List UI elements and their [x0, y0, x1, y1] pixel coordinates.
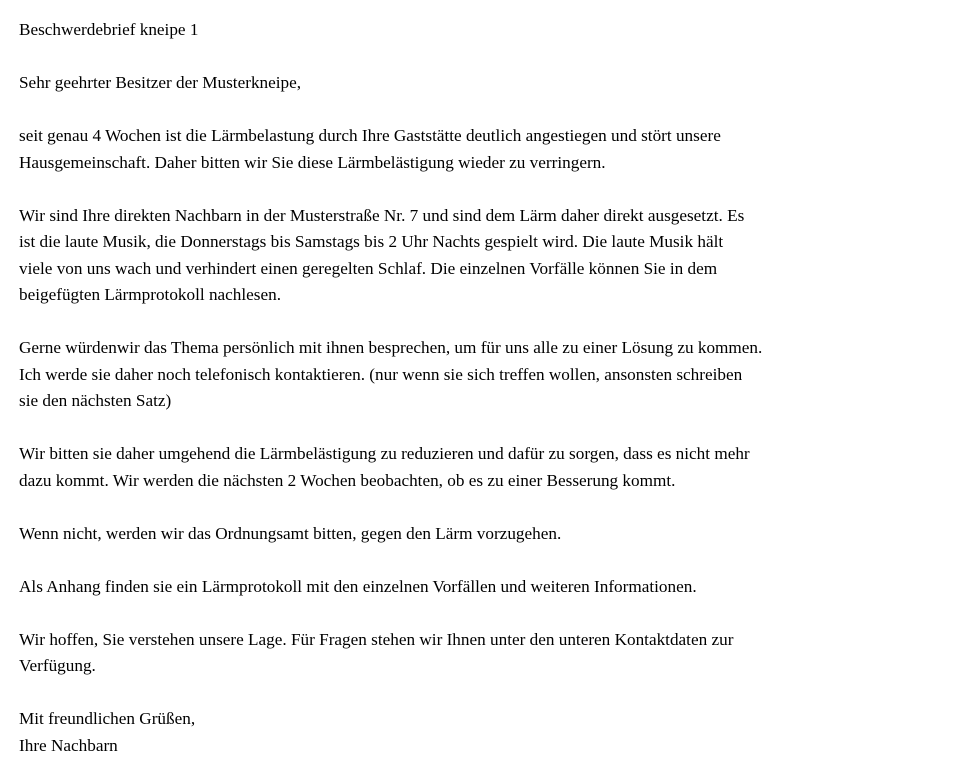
paragraph-ordnungsamt: Wenn nicht, werden wir das Ordnungsamt bitten, gegen den Lärm vorzugehen. [19, 523, 562, 543]
paragraph-attachment: Als Anhang finden sie ein Lärmprotokoll mit den einzelnen Vorfällen und weiteren Informationen. [19, 576, 697, 596]
letter-document [19, 17, 971, 759]
paragraph-noise-increase: seit genau 4 Wochen ist die Lärmbelastung durch Ihre Gaststätte deutlich angestiegen und stört unsere Hausgemeinschaft. Daher bitten wir Sie diese Lärmbelästigung wieder zu verringern. [19, 126, 721, 172]
paragraph-neighbors-music: Wir sind Ihre direkten Nachbarn in der Musterstraße Nr. 7 und sind dem Lärm daher direkt ausgesetzt. Es ist die laute Musik, die Donnerstags bis Samstags bis 2 Uhr Nachts gespielt wird. Die laute Musik hält viele von uns wach und verhindert einen geregelten Schlaf. Die einzelnen Vorfälle können Sie in dem beigefügten Lärmprotokoll nachlesen. [19, 205, 745, 304]
document-title: Beschwerdebrief kneipe 1 [19, 20, 199, 39]
paragraph-questions: Wir hoffen, Sie verstehen unsere Lage. Für Fragen stehen wir Ihnen unter den unteren Kontaktdaten zur Verfügung. [19, 629, 734, 675]
closing-greeting: Mit freundlichen Grüßen, [19, 709, 196, 728]
paragraph-request-reduce: Wir bitten sie daher umgehend die Lärmbelästigung zu reduzieren und dafür zu sorgen, dass es nicht mehr dazu kommt. Wir werden die nächsten 2 Wochen beobachten, ob es zu einer Besserung kommt. [19, 444, 750, 490]
signature: Ihre Nachbarn [19, 735, 118, 755]
paragraph-personal-meeting: Gerne würdenwir das Thema persönlich mit ihnen besprechen, um für uns alle zu einer Lösung zu kommen. Ich werde sie daher noch telefonisch kontaktieren. (nur wenn sie sich treffen wollen, ansonsten schreiben sie den nächsten Satz) [19, 338, 763, 410]
salutation: Sehr geehrter Besitzer der Musterkneipe, [19, 73, 302, 92]
closing-block [19, 706, 971, 759]
